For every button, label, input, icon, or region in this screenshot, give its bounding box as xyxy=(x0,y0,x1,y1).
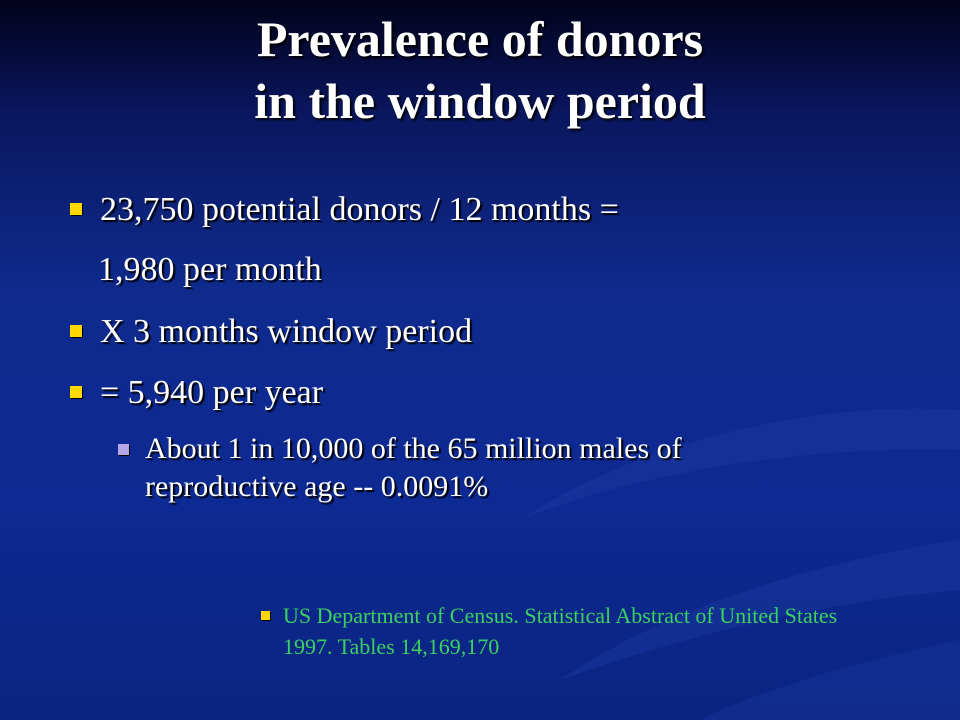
bullet-marker-icon xyxy=(70,386,82,398)
bullet-item-1: 23,750 potential donors / 12 months = xyxy=(100,191,619,228)
bullet-marker-icon xyxy=(70,203,82,215)
sub-bullet-item: About 1 in 10,000 of the 65 million males of reproductive age -- 0.0091% xyxy=(145,432,682,503)
bullet-item-2: X 3 months window period xyxy=(100,313,473,350)
bullet-item-3: = 5,940 per year xyxy=(100,374,324,411)
bullet-marker-icon xyxy=(70,325,82,337)
reference-marker-icon xyxy=(261,611,270,620)
bullet-continuation: 1,980 per month xyxy=(98,251,322,288)
slide-title xyxy=(0,8,960,132)
title-line-2: in the window period xyxy=(254,73,706,129)
sub-bullet-marker-icon xyxy=(118,444,129,455)
title-line-1: Prevalence of donors xyxy=(256,11,704,67)
reference-citation: US Department of Census. Statistical Abstract of United States 1997. Tables 14,169,170 xyxy=(283,603,838,659)
